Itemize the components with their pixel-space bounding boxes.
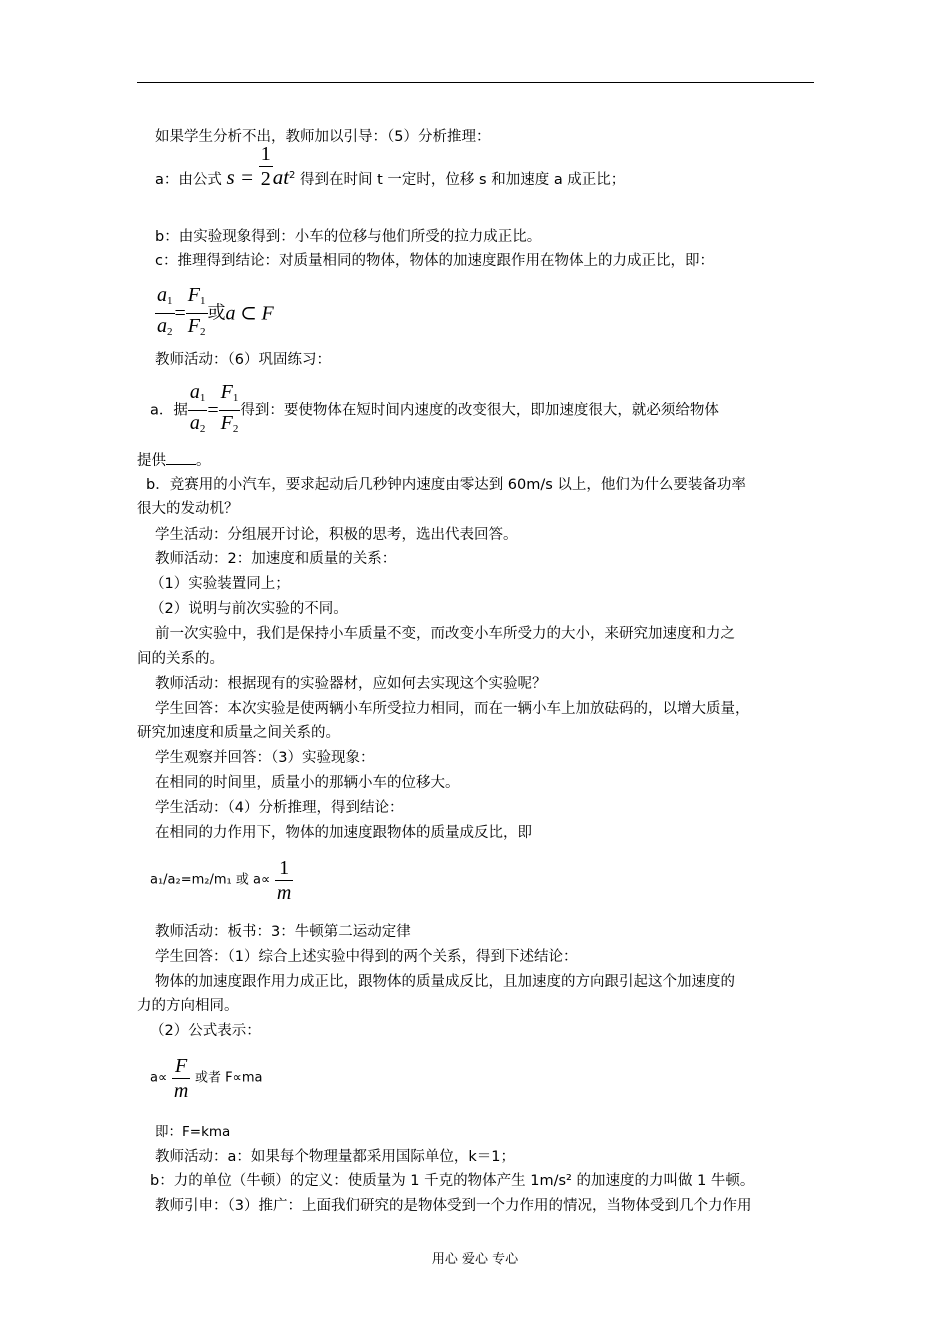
formula-line-ratio — [155, 283, 835, 339]
text-line: b：由实验现象得到：小车的位移与他们所受的拉力成正比。 — [155, 229, 542, 245]
var-F: F — [261, 302, 274, 325]
text-line: （2）公式表示： — [150, 1023, 261, 1039]
text-line: b：力的单位（牛顿）的定义：使质量为 1 千克的物体产生 1m/s² 的加速度的力叫做 1 牛顿。 — [150, 1173, 755, 1189]
text-line: 前一次实验中，我们是保持小车质量不变，而改变小车所受力的大小，来研究加速度和力之 — [155, 626, 735, 642]
subscript: 1 — [200, 295, 206, 307]
var-a: a — [225, 302, 236, 325]
fraction-one-over-m — [275, 856, 293, 905]
subscript: 1 — [199, 392, 206, 404]
header-rule — [137, 82, 814, 83]
subscript: 2 — [200, 326, 206, 338]
var-a: a — [157, 315, 167, 337]
text-segment: a₁/a₂=m₂/m₁ 或 a∝ — [150, 872, 271, 888]
text-segment: a：由公式 — [155, 171, 222, 188]
text-line: 学生回答：（1）综合上述实验中得到的两个关系，得到下述结论： — [155, 949, 578, 965]
formula-line-force — [150, 1054, 830, 1112]
subscript: 2 — [199, 423, 206, 435]
fraction-a1-a2 — [188, 380, 208, 441]
equals-sign: = — [207, 399, 219, 422]
text-segment: 得到：要使物体在短时间内速度的改变很大，即加速度很大，就必须给物体 — [240, 402, 719, 419]
formula-s-lhs: s = — [226, 164, 255, 189]
page-footer: 用心 爱心 专心 — [431, 1252, 519, 1267]
text-line: c：推理得到结论：对质量相同的物体，物体的加速度跟作用在物体上的力成正比，即： — [155, 253, 714, 269]
text-segment: 或者 F∝ma — [194, 1070, 263, 1086]
var-a: a — [189, 412, 200, 434]
text-line: 学生回答：本次实验是使两辆小车所受拉力相同，而在一辆小车上加放砝码的，以增大质量， — [155, 701, 750, 717]
text-line: 研究加速度和质量之间关系的。 — [137, 725, 340, 741]
fraction-numerator: F — [172, 1054, 190, 1079]
or-word: 或 — [207, 302, 226, 324]
subscript: 1 — [167, 295, 173, 307]
text-line: 教师引申：（3）推广：上面我们研究的是物体受到一个力作用的情况，当物体受到几个力作用 — [155, 1198, 752, 1214]
fraction-f1-f2 — [186, 283, 208, 344]
fraction-half — [259, 142, 273, 191]
text-line: 学生活动：（4）分析推理，得到结论： — [155, 800, 404, 816]
text-line: 力的方向相同。 — [137, 998, 239, 1014]
text-line: 教师活动：根据现有的实验器材，应如何去实现这个实验呢？ — [155, 676, 547, 692]
fraction-f-over-m — [172, 1054, 190, 1103]
formula-line-mass — [150, 856, 830, 912]
text-line: 教师活动：板书：3：牛顿第二运动定律 — [155, 924, 411, 940]
text-segment: 得到在时间 t 一定时，位移 s 和加速度 a 成正比； — [300, 171, 626, 188]
text-line: 如果学生分析不出，教师加以引导：（5）分析推理： — [155, 129, 491, 145]
text-line: 教师活动：2：加速度和质量的关系： — [155, 551, 397, 567]
var-F: F — [187, 315, 200, 337]
proportional-sign: ⊂ — [240, 302, 257, 325]
text-line: 在相同的时间里，质量小的那辆小车的位移大。 — [155, 775, 460, 791]
var-F: F — [220, 412, 233, 434]
fraction-f1-f2 — [219, 380, 241, 441]
subscript: 2 — [167, 326, 173, 338]
text-segment: a∝ — [150, 1070, 168, 1086]
text-line: 学生观察并回答：（3）实验现象： — [155, 750, 375, 766]
text-segment: a．据 — [150, 402, 188, 419]
fraction-denominator: 2 — [260, 168, 271, 191]
text-line: （2）说明与前次实验的不同。 — [150, 601, 348, 617]
formula-line-s — [155, 143, 835, 191]
var-a: a — [189, 381, 200, 403]
formula-line-exercise — [150, 380, 830, 440]
text-line: 在相同的力作用下，物体的加速度跟物体的质量成反比，即 — [155, 825, 532, 841]
fraction-numerator: 1 — [260, 143, 271, 166]
equals-sign: = — [174, 302, 186, 325]
fraction-denominator: m — [173, 1080, 189, 1102]
text-segment: 。 — [196, 453, 211, 469]
var-F: F — [187, 284, 200, 306]
var-F: F — [220, 381, 233, 403]
text-line: 教师活动：（6）巩固练习： — [155, 352, 331, 368]
text-line: 很大的发动机？ — [137, 501, 239, 517]
text-line: 即：F=kma — [155, 1124, 231, 1140]
subscript: 1 — [232, 392, 239, 404]
text-line: 间的关系的。 — [137, 651, 224, 667]
text-line: 教师活动：a：如果每个物理量都采用国际单位，k＝1； — [155, 1149, 516, 1165]
text-segment: 提供 — [137, 453, 166, 469]
text-line: 物体的加速度跟作用力成正比，跟物体的质量成反比，且加速度的方向跟引起这个加速度的 — [155, 974, 735, 990]
fraction-numerator: 1 — [275, 856, 293, 881]
text-line: b．竞赛用的小汽车，要求起动后几秒钟内速度由零达到 60m/s 以上，他们为什么要装备功率 — [146, 477, 746, 493]
subscript: 2 — [232, 423, 239, 435]
answer-blank[interactable] — [166, 450, 196, 465]
text-line — [137, 450, 817, 471]
text-line: （1）实验装置同上； — [150, 576, 290, 592]
fraction-a1-a2 — [155, 283, 175, 344]
var-a: a — [157, 284, 167, 306]
formula-at: at — [272, 164, 290, 189]
fraction-denominator: m — [276, 882, 292, 904]
text-line: 学生活动：分组展开讨论，积极的思考，选出代表回答。 — [155, 527, 518, 543]
formula-exponent: 2 — [289, 170, 296, 181]
